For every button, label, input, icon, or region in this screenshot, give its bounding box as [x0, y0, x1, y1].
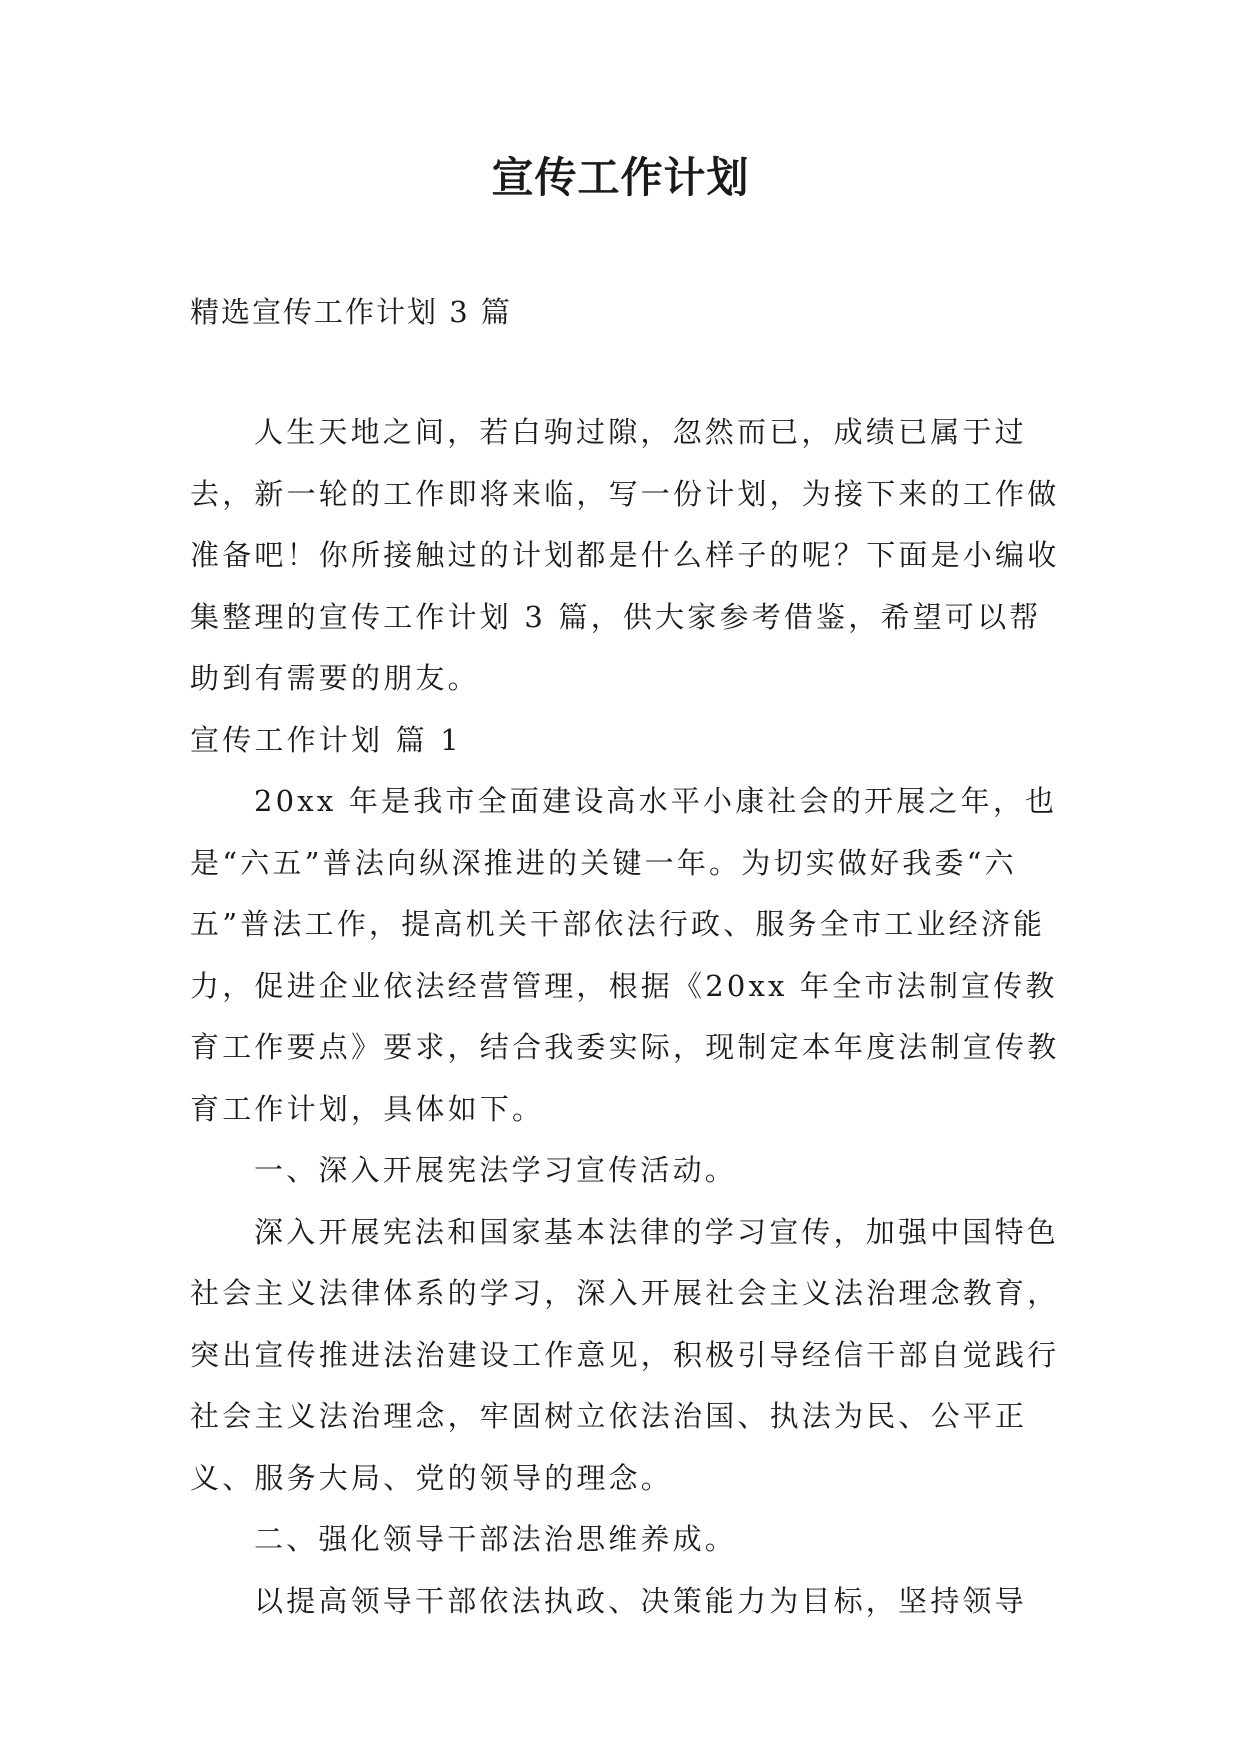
list-heading: 二、强化领导干部法治思维养成。	[254, 1522, 738, 1556]
body-paragraph: 以提高领导干部依法执政、决策能力为目标，坚持领导	[254, 1583, 1027, 1618]
document-subtitle: 精选宣传工作计划 3 篇	[190, 295, 512, 329]
body-paragraph: 20xx 年是我市全面建设高水平小康社会的开展之年，也是“六五”普法向纵深推进的关键一年。为切实做好我委“六五”普法工作，提高机关干部依法行政、服务全市工业经济能力，促进企业依法经营管理，根据《20xx 年全市法制宣传教育工作要点》要求，结合我委实际，现制定本年度法制宣传教育工作计划，具体如下。	[190, 784, 1060, 1126]
body-paragraph: 深入开展宪法和国家基本法律的学习宣传，加强中国特色社会主义法律体系的学习，深入开展社会主义法治理念教育，突出宣传推进法治建设工作意见，积极引导经信干部自觉践行社会主义法治理念，牢固树立依法治国、执法为民、公平正义、服务大局、党的领导的理念。	[190, 1214, 1060, 1495]
document-body	[190, 402, 1060, 1632]
document-title: 宣传工作计划	[491, 153, 750, 202]
section-heading: 宣传工作计划 篇 1	[190, 722, 462, 757]
list-heading: 一、深入开展宪法学习宣传活动。	[254, 1153, 738, 1187]
intro-paragraph: 人生天地之间，若白驹过隙，忽然而已，成绩已属于过去，新一轮的工作即将来临，写一份计划，为接下来的工作做准备吧！你所接触过的计划都是什么样子的呢？下面是小编收集整理的宣传工作计划 3 篇，供大家参考借鉴，希望可以帮助到有需要的朋友。	[190, 415, 1060, 695]
